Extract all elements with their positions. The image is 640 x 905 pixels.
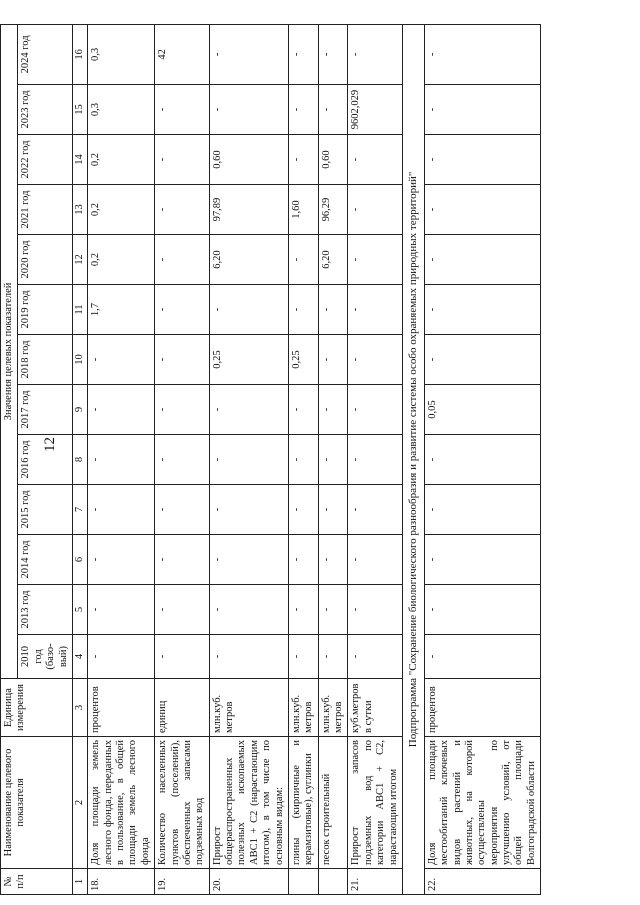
col-number: 5 xyxy=(72,585,87,635)
table-row xyxy=(209,24,288,894)
cell-value: 1,60 xyxy=(288,185,318,235)
cell-value: 0,60 xyxy=(318,135,348,185)
cell-value: - xyxy=(288,385,318,435)
cell-value: - xyxy=(288,24,318,84)
column-number-row xyxy=(72,24,87,894)
row-name: Доля площади местообитаний ключевых видов растений и животных, на которой осуществлены мероприятия по улучшению условий, от общей площади Волгоградской области xyxy=(424,737,540,869)
cell-value: - xyxy=(348,235,403,285)
cell-value: - xyxy=(288,285,318,335)
col-number: 9 xyxy=(72,385,87,435)
row-num: 21. xyxy=(348,869,403,895)
cell-value: - xyxy=(288,85,318,135)
table-row xyxy=(155,24,210,894)
cell-value: - xyxy=(288,535,318,585)
cell-value: 0,25 xyxy=(288,335,318,385)
col-number: 8 xyxy=(72,435,87,485)
cell-value: - xyxy=(348,24,403,84)
header-base-year: 2010 год (базо-вый) xyxy=(18,635,73,679)
cell-value: - xyxy=(155,435,210,485)
table-row xyxy=(318,24,348,894)
header-year: 2014 год xyxy=(18,535,73,585)
header-year: 2021 год xyxy=(18,185,73,235)
cell-value: - xyxy=(88,585,155,635)
row-unit: процентов xyxy=(88,679,155,737)
row-unit: единиц xyxy=(155,679,210,737)
cell-value: - xyxy=(348,535,403,585)
cell-value: - xyxy=(155,485,210,535)
col-number: 12 xyxy=(72,235,87,285)
cell-value: - xyxy=(424,85,540,135)
cell-value: - xyxy=(318,85,348,135)
row-num: 22. xyxy=(424,869,540,895)
cell-value: 1,7 xyxy=(88,285,155,335)
cell-value: - xyxy=(155,585,210,635)
cell-value: - xyxy=(88,635,155,679)
cell-value: 0,25 xyxy=(209,335,288,385)
cell-value: - xyxy=(88,485,155,535)
cell-value: - xyxy=(424,335,540,385)
cell-value: - xyxy=(209,635,288,679)
cell-value: - xyxy=(318,585,348,635)
cell-value: - xyxy=(88,335,155,385)
subprogram-title: Подпрограмма "Сохранение биологического разнообразия и развитие системы особо охраняемых природных территорий" xyxy=(402,24,424,894)
cell-value: 0,3 xyxy=(88,85,155,135)
page-number: 12 xyxy=(42,437,58,452)
cell-value: - xyxy=(209,85,288,135)
cell-value: - xyxy=(155,385,210,435)
header-year: 2020 год xyxy=(18,235,73,285)
cell-value: - xyxy=(424,185,540,235)
table-row xyxy=(424,24,540,894)
row-unit: млн.куб. метров xyxy=(318,679,348,737)
cell-value: 0,2 xyxy=(88,135,155,185)
cell-value: 9602,029 xyxy=(348,85,403,135)
row-num xyxy=(288,869,318,895)
cell-value: - xyxy=(288,585,318,635)
cell-value: - xyxy=(318,385,348,435)
cell-value: 0,3 xyxy=(88,24,155,84)
cell-value: - xyxy=(155,635,210,679)
cell-value: - xyxy=(424,24,540,84)
row-name: песок строительный xyxy=(318,737,348,869)
col-number: 7 xyxy=(72,485,87,535)
cell-value: 42 xyxy=(155,24,210,84)
cell-value: - xyxy=(288,135,318,185)
col-number: 2 xyxy=(72,737,87,869)
cell-value: 0,60 xyxy=(209,135,288,185)
cell-value: - xyxy=(209,385,288,435)
cell-value: - xyxy=(155,85,210,135)
header-unit: Единица измерения xyxy=(1,679,73,737)
cell-value: - xyxy=(348,135,403,185)
cell-value: 0,05 xyxy=(424,385,540,435)
cell-value: - xyxy=(348,585,403,635)
col-number: 15 xyxy=(72,85,87,135)
header-year: 2019 год xyxy=(18,285,73,335)
cell-value: - xyxy=(424,585,540,635)
cell-value: - xyxy=(424,435,540,485)
cell-value: - xyxy=(318,535,348,585)
cell-value: - xyxy=(318,285,348,335)
header-year: 2022 год xyxy=(18,135,73,185)
cell-value: - xyxy=(318,635,348,679)
header-year: 2024 год xyxy=(18,24,73,84)
row-name: Прирост общераспространенных полезных ископаемых АВС1 + С2 (нарастающим итогом), в том числе по основным видам: xyxy=(209,737,288,869)
cell-value: - xyxy=(318,435,348,485)
header-num: № п/п xyxy=(1,869,73,895)
cell-value: - xyxy=(424,635,540,679)
indicators-table xyxy=(0,24,541,895)
col-number: 3 xyxy=(72,679,87,737)
rotated-table-container xyxy=(0,25,537,895)
cell-value: - xyxy=(348,635,403,679)
col-number: 6 xyxy=(72,535,87,585)
cell-value: - xyxy=(288,235,318,285)
header-year: 2018 год xyxy=(18,335,73,385)
cell-value: - xyxy=(288,435,318,485)
col-number: 10 xyxy=(72,335,87,385)
cell-value: - xyxy=(348,285,403,335)
cell-value: - xyxy=(424,135,540,185)
cell-value: - xyxy=(155,285,210,335)
cell-value: - xyxy=(209,285,288,335)
header-year: 2017 год xyxy=(18,385,73,435)
row-unit: млн.куб. метров xyxy=(209,679,288,737)
cell-value: - xyxy=(209,535,288,585)
cell-value: - xyxy=(348,335,403,385)
row-num: 20. xyxy=(209,869,288,895)
cell-value: - xyxy=(209,24,288,84)
header-name: Наименование целевого показателя xyxy=(1,737,73,869)
header-year: 2023 год xyxy=(18,85,73,135)
cell-value: - xyxy=(155,135,210,185)
cell-value: - xyxy=(424,285,540,335)
table-row xyxy=(288,24,318,894)
cell-value: 0,2 xyxy=(88,185,155,235)
table-row xyxy=(348,24,403,894)
row-name: Доля площади земель лесного фонда, переданных в пользование, в общей площади земель лесного фонда xyxy=(88,737,155,869)
row-num: 19. xyxy=(155,869,210,895)
subprogram-row xyxy=(402,24,424,894)
cell-value: - xyxy=(88,535,155,585)
cell-value: - xyxy=(88,385,155,435)
col-number: 1 xyxy=(72,869,87,895)
cell-value: 96,29 xyxy=(318,185,348,235)
col-number: 14 xyxy=(72,135,87,185)
cell-value: - xyxy=(155,235,210,285)
cell-value: - xyxy=(155,185,210,235)
cell-value: 6,20 xyxy=(318,235,348,285)
cell-value: - xyxy=(88,435,155,485)
header-values-title: Значения целевых показателей xyxy=(1,24,18,678)
cell-value: - xyxy=(348,435,403,485)
cell-value: - xyxy=(318,335,348,385)
cell-value: - xyxy=(209,585,288,635)
cell-value: - xyxy=(348,485,403,535)
cell-value: - xyxy=(424,485,540,535)
cell-value: - xyxy=(318,24,348,84)
header-year: 2016 год xyxy=(18,435,73,485)
cell-value: - xyxy=(318,485,348,535)
cell-value: 97,89 xyxy=(209,185,288,235)
row-name: глины (кирпичные и керамзитовые), суглинки xyxy=(288,737,318,869)
row-num xyxy=(318,869,348,895)
header-year: 2015 год xyxy=(18,485,73,535)
cell-value: - xyxy=(424,535,540,585)
col-number: 16 xyxy=(72,24,87,84)
row-name: Количество населенных пунктов (поселений), обеспеченных запасами подземных вод xyxy=(155,737,210,869)
cell-value: - xyxy=(348,385,403,435)
cell-value: - xyxy=(348,185,403,235)
row-unit: млн.куб. метров xyxy=(288,679,318,737)
cell-value: 0,2 xyxy=(88,235,155,285)
cell-value: - xyxy=(209,485,288,535)
cell-value: - xyxy=(424,235,540,285)
cell-value: - xyxy=(288,485,318,535)
col-number: 11 xyxy=(72,285,87,335)
cell-value: - xyxy=(155,535,210,585)
col-number: 4 xyxy=(72,635,87,679)
row-unit: процентов xyxy=(424,679,540,737)
header-year: 2013 год xyxy=(18,585,73,635)
cell-value: - xyxy=(155,335,210,385)
cell-value: 6,20 xyxy=(209,235,288,285)
cell-value: - xyxy=(209,435,288,485)
row-name: Прирост запасов подземных вод по категории АВС1 + С2, нарастающим итогом xyxy=(348,737,403,869)
table-row xyxy=(88,24,155,894)
header-row-1 xyxy=(1,24,18,894)
cell-value: - xyxy=(288,635,318,679)
row-unit: куб.метров в сутки xyxy=(348,679,403,737)
row-num: 18. xyxy=(88,869,155,895)
col-number: 13 xyxy=(72,185,87,235)
